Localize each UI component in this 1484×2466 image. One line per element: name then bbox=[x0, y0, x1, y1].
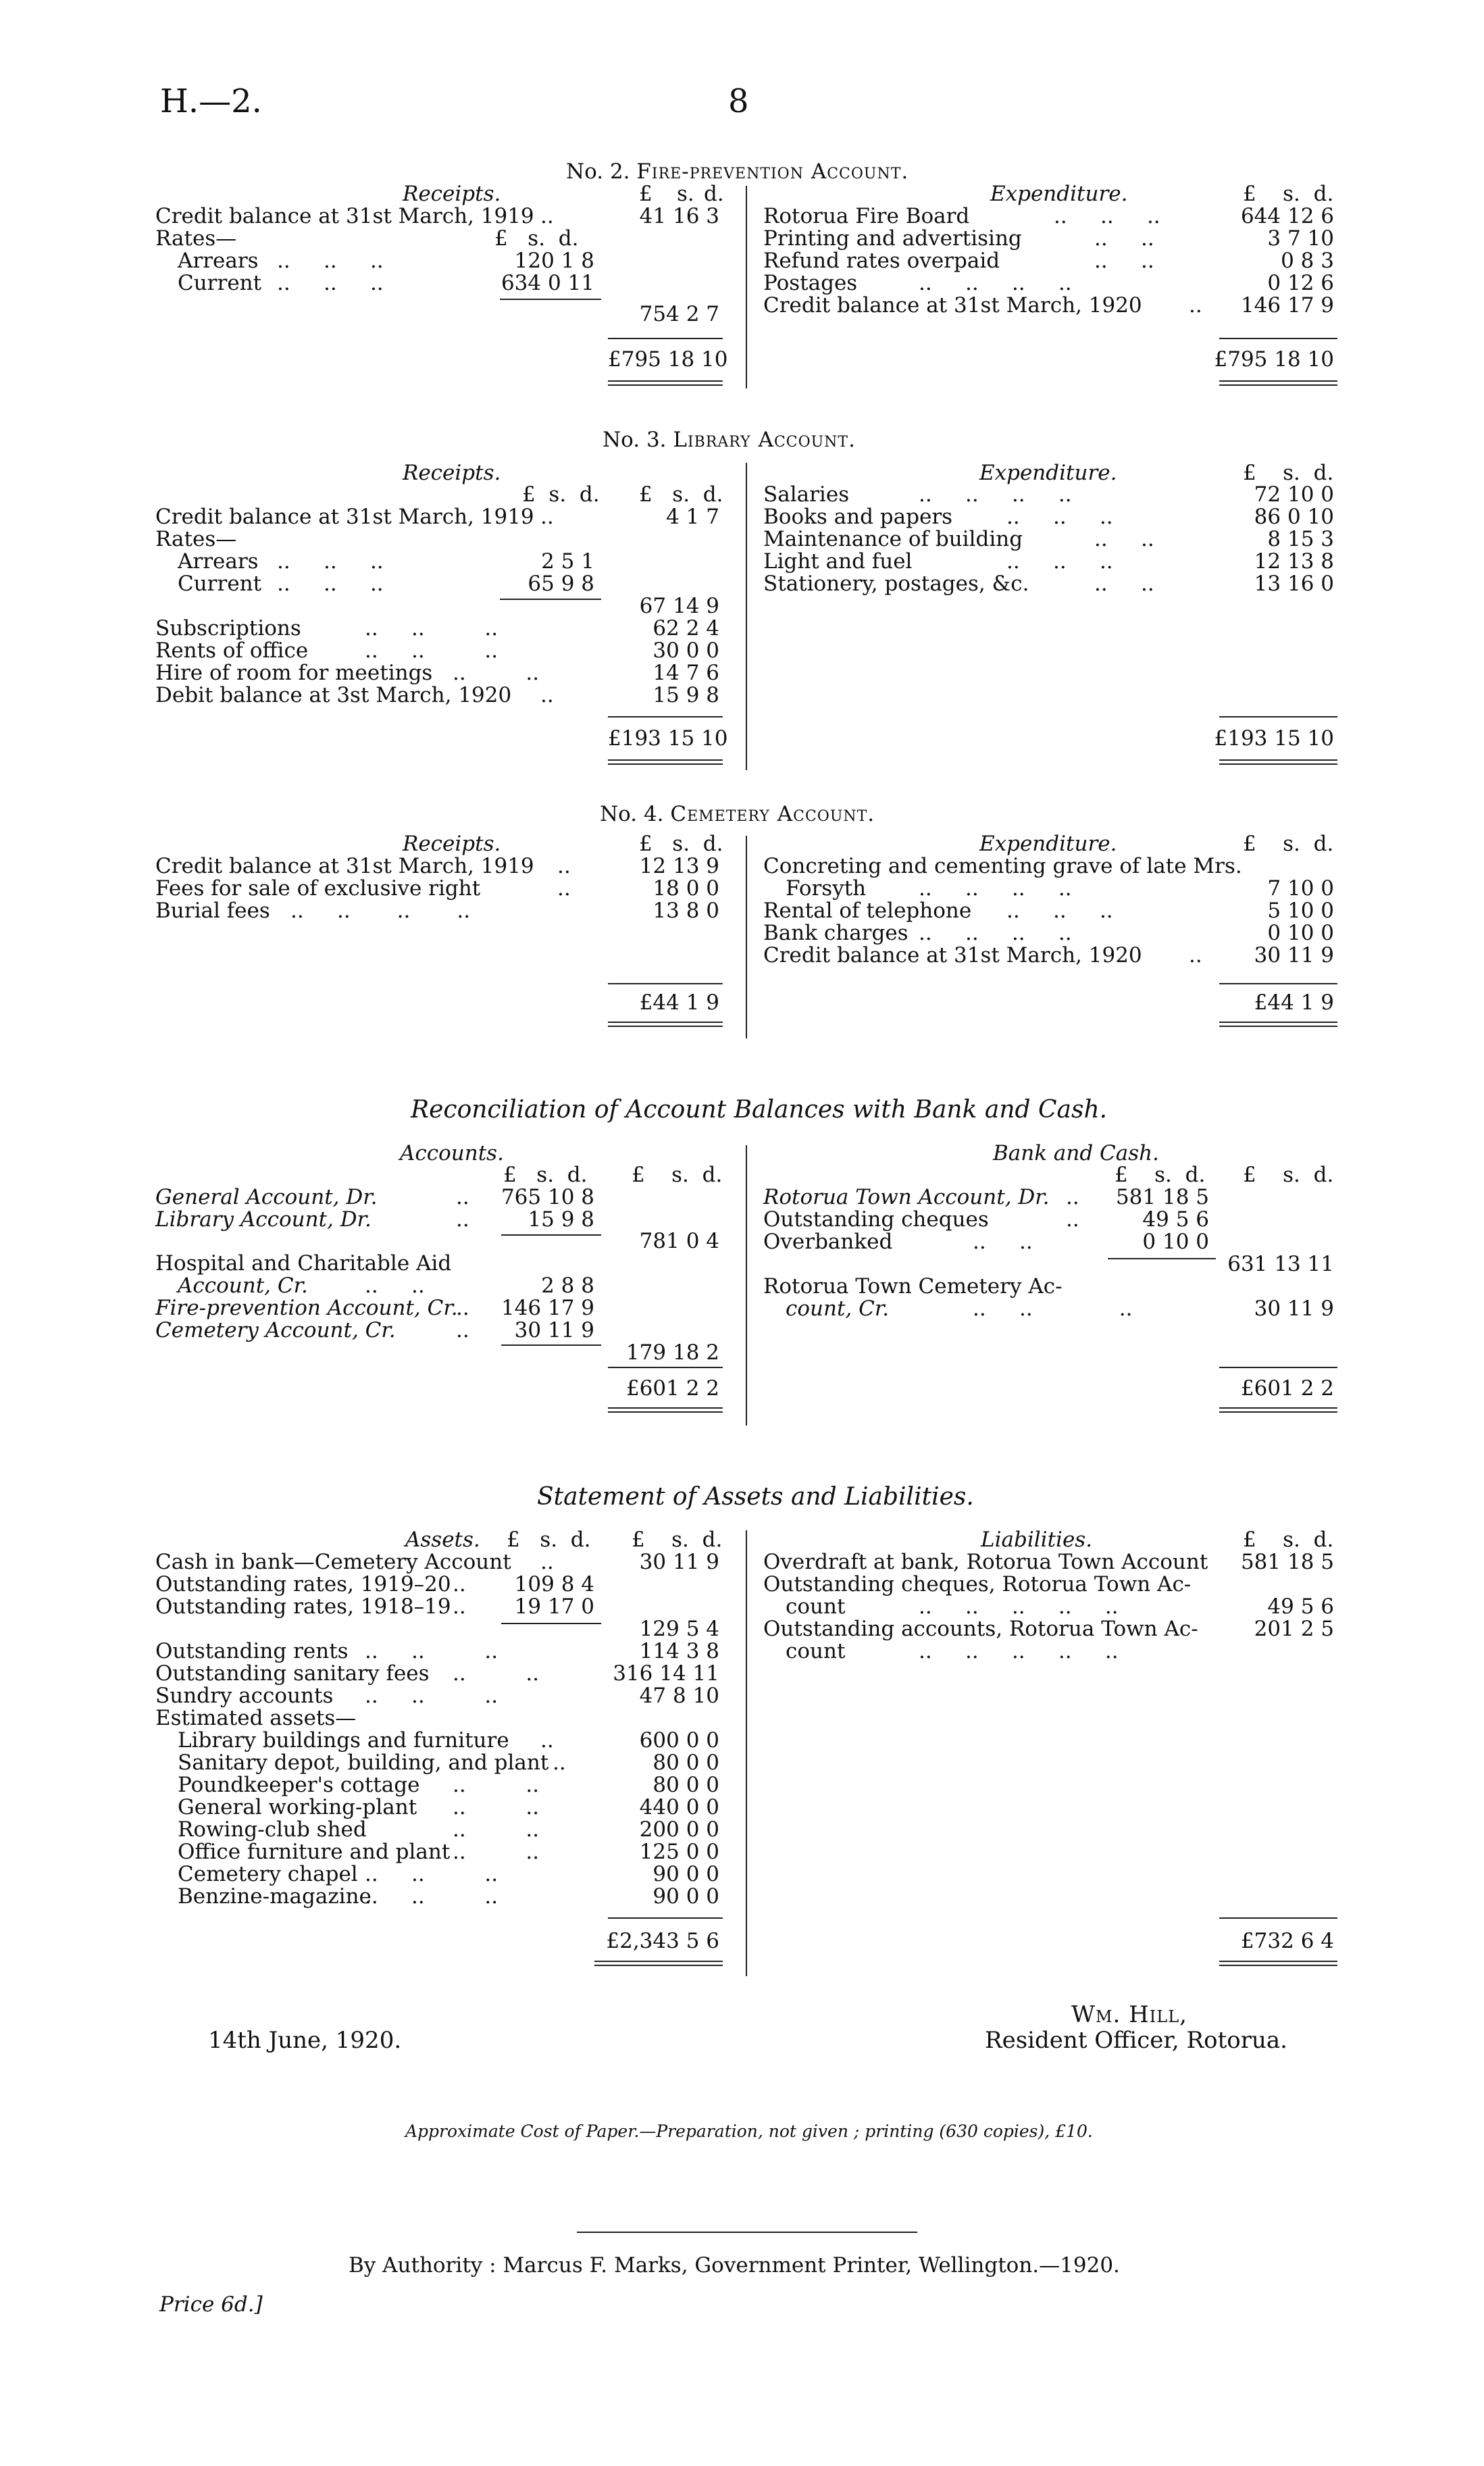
stmt-a5-value: 316 14 11 bbox=[613, 1661, 719, 1686]
recon-a3-value: 2 8 8 bbox=[541, 1274, 594, 1298]
stmt-l2-line1: Outstanding cheques, Rotorua Town Ac- bbox=[763, 1572, 1192, 1596]
cemetery-e1-line1: Concreting and cementing grave of late Mrs. bbox=[763, 854, 1242, 878]
fire-e2: Printing and advertising bbox=[763, 226, 1022, 251]
stmt-a15-value: 90 0 0 bbox=[653, 1884, 719, 1909]
stmt-a10-value: 80 0 0 bbox=[653, 1773, 719, 1797]
recon-b3: Overbanked bbox=[763, 1230, 893, 1254]
stmt-a1: Cash in bank—Cemetery Account bbox=[155, 1550, 511, 1574]
cemetery-e2-value: 5 10 0 bbox=[1267, 899, 1334, 923]
stmt-a8: Library buildings and furniture bbox=[178, 1728, 509, 1753]
recon-b1: Rotorua Town Account, Dr. bbox=[763, 1185, 1050, 1209]
cemetery-receipts-label: Receipts. bbox=[403, 832, 501, 856]
library-r3: Arrears bbox=[178, 549, 259, 574]
stmt-l1-value: 581 18 5 bbox=[1240, 1550, 1334, 1574]
library-r8: Debit balance at 3st March, 1920 bbox=[155, 683, 512, 707]
stmt-a4: Outstanding rents bbox=[155, 1639, 349, 1663]
stmt-a12-value: 200 0 0 bbox=[639, 1817, 719, 1842]
stmt-a10: Poundkeeper's cottage bbox=[178, 1773, 420, 1797]
recon-a-subtotal2: 179 18 2 bbox=[625, 1340, 719, 1365]
cemetery-r1-value: 12 13 9 bbox=[639, 854, 719, 878]
stmt-l1: Overdraft at bank, Rotorua Town Account bbox=[763, 1550, 1208, 1574]
fire-e1: Rotorua Fire Board bbox=[763, 204, 970, 228]
stmt-l3-line1: Outstanding accounts, Rotorua Town Ac- bbox=[763, 1617, 1198, 1641]
recon-a5-value: 30 11 9 bbox=[514, 1318, 594, 1342]
recon-b1-value: 581 18 5 bbox=[1115, 1185, 1209, 1209]
fire-receipts-total: £795 18 10 bbox=[608, 347, 728, 372]
reconciliation-bank-label: Bank and Cash. bbox=[993, 1141, 1159, 1165]
library-e5-value: 13 16 0 bbox=[1254, 572, 1334, 596]
recon-b-subtotal1: 631 13 11 bbox=[1227, 1252, 1334, 1276]
recon-a2-value: 15 9 8 bbox=[528, 1207, 594, 1232]
library-r7-value: 14 7 6 bbox=[653, 661, 719, 685]
recon-a1-value: 765 10 8 bbox=[501, 1185, 594, 1209]
recon-a5: Cemetery Account, Cr. bbox=[155, 1318, 396, 1342]
library-e4: Light and fuel bbox=[763, 549, 913, 574]
stmt-a6-value: 47 8 10 bbox=[639, 1684, 719, 1708]
cemetery-e4-value: 30 11 9 bbox=[1254, 943, 1334, 967]
recon-b4-value: 30 11 9 bbox=[1254, 1297, 1334, 1321]
stmt-a6: Sundry accounts bbox=[155, 1684, 334, 1708]
library-r8-value: 15 9 8 bbox=[653, 683, 719, 707]
stmt-a12: Rowing-club shed bbox=[178, 1817, 367, 1842]
cemetery-e3: Bank charges bbox=[763, 921, 909, 945]
library-title-no: No. 3. bbox=[603, 428, 667, 452]
stmt-a15: Benzine-magazine bbox=[178, 1884, 372, 1909]
stmt-a2: Outstanding rates, 1919–20 bbox=[155, 1572, 451, 1596]
reconciliation-title: Reconciliation of Account Balances with Bank and Cash. bbox=[411, 1096, 1108, 1124]
cemetery-e3-value: 0 10 0 bbox=[1267, 921, 1334, 945]
stmt-a3: Outstanding rates, 1918–19 bbox=[155, 1594, 451, 1619]
stmt-l3-value: 201 2 5 bbox=[1254, 1617, 1334, 1641]
stmt-a5: Outstanding sanitary fees bbox=[155, 1661, 430, 1686]
recon-b2-value: 49 5 6 bbox=[1142, 1207, 1209, 1232]
reconciliation-accounts-label: Accounts. bbox=[400, 1141, 504, 1165]
fire-r3: Arrears bbox=[178, 249, 259, 273]
library-receipts-label: Receipts. bbox=[403, 461, 501, 485]
stmt-a11-value: 440 0 0 bbox=[639, 1795, 719, 1819]
library-r3-value: 2 5 1 bbox=[541, 549, 594, 574]
cemetery-receipts-total: £44 1 9 bbox=[639, 990, 719, 1015]
fire-e4: Postages bbox=[763, 271, 858, 295]
cemetery-e2: Rental of telephone bbox=[763, 899, 972, 923]
recon-b4-line1: Rotorua Town Cemetery Ac- bbox=[763, 1274, 1063, 1299]
stmt-a1-value: 30 11 9 bbox=[639, 1550, 719, 1574]
library-e3-value: 8 15 3 bbox=[1267, 527, 1334, 551]
cemetery-r1: Credit balance at 31st March, 1919 bbox=[155, 854, 534, 878]
library-subtotal: 67 14 9 bbox=[639, 594, 719, 618]
cemetery-title-text: Cemetery Account. bbox=[670, 802, 875, 826]
stmt-a-subtotal: 129 5 4 bbox=[639, 1617, 719, 1641]
cost-of-paper: Approximate Cost of Paper.—Preparation, not given ; printing (630 copies), £10. bbox=[405, 2121, 1093, 2141]
fire-title-no: No. 2. bbox=[566, 159, 630, 184]
cemetery-r3: Burial fees bbox=[155, 899, 270, 923]
cemetery-r2: Fees for sale of exclusive right bbox=[155, 876, 481, 901]
recon-a3-line1: Hospital and Charitable Aid bbox=[155, 1251, 452, 1276]
library-e3: Maintenance of building bbox=[763, 527, 1023, 551]
fire-e3: Refund rates overpaid bbox=[763, 249, 1000, 273]
cemetery-expenditure-label: Expenditure. bbox=[979, 832, 1117, 856]
stmt-a13-value: 125 0 0 bbox=[639, 1840, 719, 1864]
footer-date: 14th June, 1920. bbox=[208, 2027, 402, 2054]
page-number: 8 bbox=[728, 82, 749, 120]
recon-b3-value: 0 10 0 bbox=[1142, 1230, 1209, 1254]
fire-title-text: Fire-prevention Account. bbox=[636, 159, 909, 184]
fire-e5: Credit balance at 31st March, 1920 bbox=[763, 293, 1142, 318]
library-r1: Credit balance at 31st March, 1919 bbox=[155, 505, 534, 529]
price: Price 6d.] bbox=[159, 2292, 263, 2317]
stmt-liabilities-total: £732 6 4 bbox=[1240, 1929, 1334, 1953]
cemetery-title-no: No. 4. bbox=[600, 802, 664, 826]
recon-b4-line2: count, Cr. bbox=[786, 1297, 890, 1321]
library-e2: Books and papers bbox=[763, 505, 953, 529]
stmt-a13: Office furniture and plant bbox=[178, 1840, 451, 1864]
library-e5: Stationery, postages, &c. bbox=[763, 572, 1029, 596]
stmt-a4-value: 114 3 8 bbox=[639, 1639, 719, 1663]
library-r4-value: 65 9 8 bbox=[528, 572, 594, 596]
statement-assets-label: Assets. bbox=[405, 1528, 480, 1552]
library-r6-value: 30 0 0 bbox=[653, 638, 719, 663]
library-r6: Rents of office bbox=[155, 638, 309, 663]
library-title-text: Library Account. bbox=[673, 428, 856, 452]
stmt-a9-value: 80 0 0 bbox=[653, 1751, 719, 1775]
library-r5: Subscriptions bbox=[155, 616, 301, 640]
authority-line: By Authority : Marcus F. Marks, Government Printer, Wellington.—1920. bbox=[349, 2253, 1120, 2278]
cemetery-title bbox=[600, 803, 875, 826]
stmt-a7: Estimated assets— bbox=[155, 1706, 357, 1730]
stmt-a9: Sanitary depot, building, and plant bbox=[178, 1751, 549, 1775]
signer-title: Resident Officer, Rotorua. bbox=[985, 2027, 1287, 2054]
recon-a1: General Account, Dr. bbox=[155, 1185, 378, 1209]
fire-expenditure-total: £795 18 10 bbox=[1214, 347, 1334, 372]
fire-e4-value: 0 12 6 bbox=[1267, 271, 1334, 295]
library-expenditure-total: £193 15 10 bbox=[1214, 726, 1334, 751]
recon-a3-line2: Account, Cr. bbox=[178, 1274, 308, 1298]
cemetery-expenditure-total: £44 1 9 bbox=[1254, 990, 1334, 1015]
statement-title: Statement of Assets and Liabilities. bbox=[537, 1483, 974, 1511]
stmt-assets-total: £2,343 5 6 bbox=[606, 1929, 719, 1953]
fire-r4: Current bbox=[178, 271, 262, 295]
stmt-a8-value: 600 0 0 bbox=[639, 1728, 719, 1753]
fire-r3-value: 120 1 8 bbox=[514, 249, 594, 273]
library-r2: Rates— bbox=[155, 527, 237, 551]
recon-a-subtotal1: 781 0 4 bbox=[639, 1229, 719, 1253]
library-title bbox=[603, 428, 856, 451]
fire-r1-value: 41 16 3 bbox=[639, 204, 719, 228]
library-expenditure-label: Expenditure. bbox=[979, 461, 1117, 485]
library-e1-value: 72 10 0 bbox=[1254, 482, 1334, 507]
stmt-l2-line2: count bbox=[786, 1594, 846, 1619]
fire-r4-value: 634 0 11 bbox=[501, 271, 594, 295]
library-receipts-total: £193 15 10 bbox=[608, 726, 728, 751]
stmt-a3-value: 19 17 0 bbox=[514, 1594, 594, 1619]
recon-bank-total: £601 2 2 bbox=[1240, 1376, 1334, 1401]
library-e2-value: 86 0 10 bbox=[1254, 505, 1334, 529]
fire-e2-value: 3 7 10 bbox=[1267, 226, 1334, 251]
cemetery-e1-value: 7 10 0 bbox=[1267, 876, 1334, 901]
fire-e5-value: 146 17 9 bbox=[1240, 293, 1334, 318]
cemetery-r3-value: 13 8 0 bbox=[653, 899, 719, 923]
library-r7: Hire of room for meetings bbox=[155, 661, 433, 685]
statement-liabilities-label: Liabilities. bbox=[981, 1528, 1093, 1552]
library-e1: Salaries bbox=[763, 482, 850, 507]
cemetery-e4: Credit balance at 31st March, 1920 bbox=[763, 943, 1142, 967]
recon-b2: Outstanding cheques bbox=[763, 1207, 989, 1232]
library-e4-value: 12 13 8 bbox=[1254, 549, 1334, 574]
cemetery-r2-value: 18 0 0 bbox=[653, 876, 719, 901]
fire-e3-value: 0 8 3 bbox=[1281, 249, 1334, 273]
fire-col-s: s. bbox=[677, 182, 694, 206]
fire-col-d: d. bbox=[704, 182, 724, 206]
fire-col-l: £ bbox=[639, 182, 653, 206]
recon-accounts-total: £601 2 2 bbox=[625, 1376, 719, 1401]
stmt-l2-value: 49 5 6 bbox=[1267, 1594, 1334, 1619]
recon-a4-value: 146 17 9 bbox=[501, 1296, 594, 1320]
fire-r1: Credit balance at 31st March, 1919 bbox=[155, 204, 534, 228]
fire-e1-value: 644 12 6 bbox=[1240, 204, 1334, 228]
fire-expenditure-label: Expenditure. bbox=[990, 182, 1128, 206]
signer-name: Wm. Hill, bbox=[1071, 2001, 1187, 2028]
fire-r2: Rates— bbox=[155, 226, 237, 251]
recon-a4: Fire-prevention Account, Cr. bbox=[155, 1296, 458, 1320]
library-r4: Current bbox=[178, 572, 262, 596]
document-reference: H.—2. bbox=[160, 82, 262, 120]
fire-receipts-label: Receipts. bbox=[403, 182, 501, 206]
stmt-a11: General working-plant bbox=[178, 1795, 417, 1819]
cemetery-e1-line2: Forsyth bbox=[786, 876, 867, 901]
stmt-a2-value: 109 8 4 bbox=[514, 1572, 594, 1596]
library-r5-value: 62 2 4 bbox=[653, 616, 719, 640]
fire-title bbox=[566, 160, 909, 183]
recon-a2: Library Account, Dr. bbox=[155, 1207, 372, 1232]
stmt-a14-value: 90 0 0 bbox=[653, 1862, 719, 1886]
stmt-a14: Cemetery chapel bbox=[178, 1862, 358, 1886]
library-r1-value: 4 1 7 bbox=[666, 505, 719, 529]
stmt-l3-line2: count bbox=[786, 1639, 846, 1663]
fire-subtotal: 754 2 7 bbox=[639, 302, 719, 326]
